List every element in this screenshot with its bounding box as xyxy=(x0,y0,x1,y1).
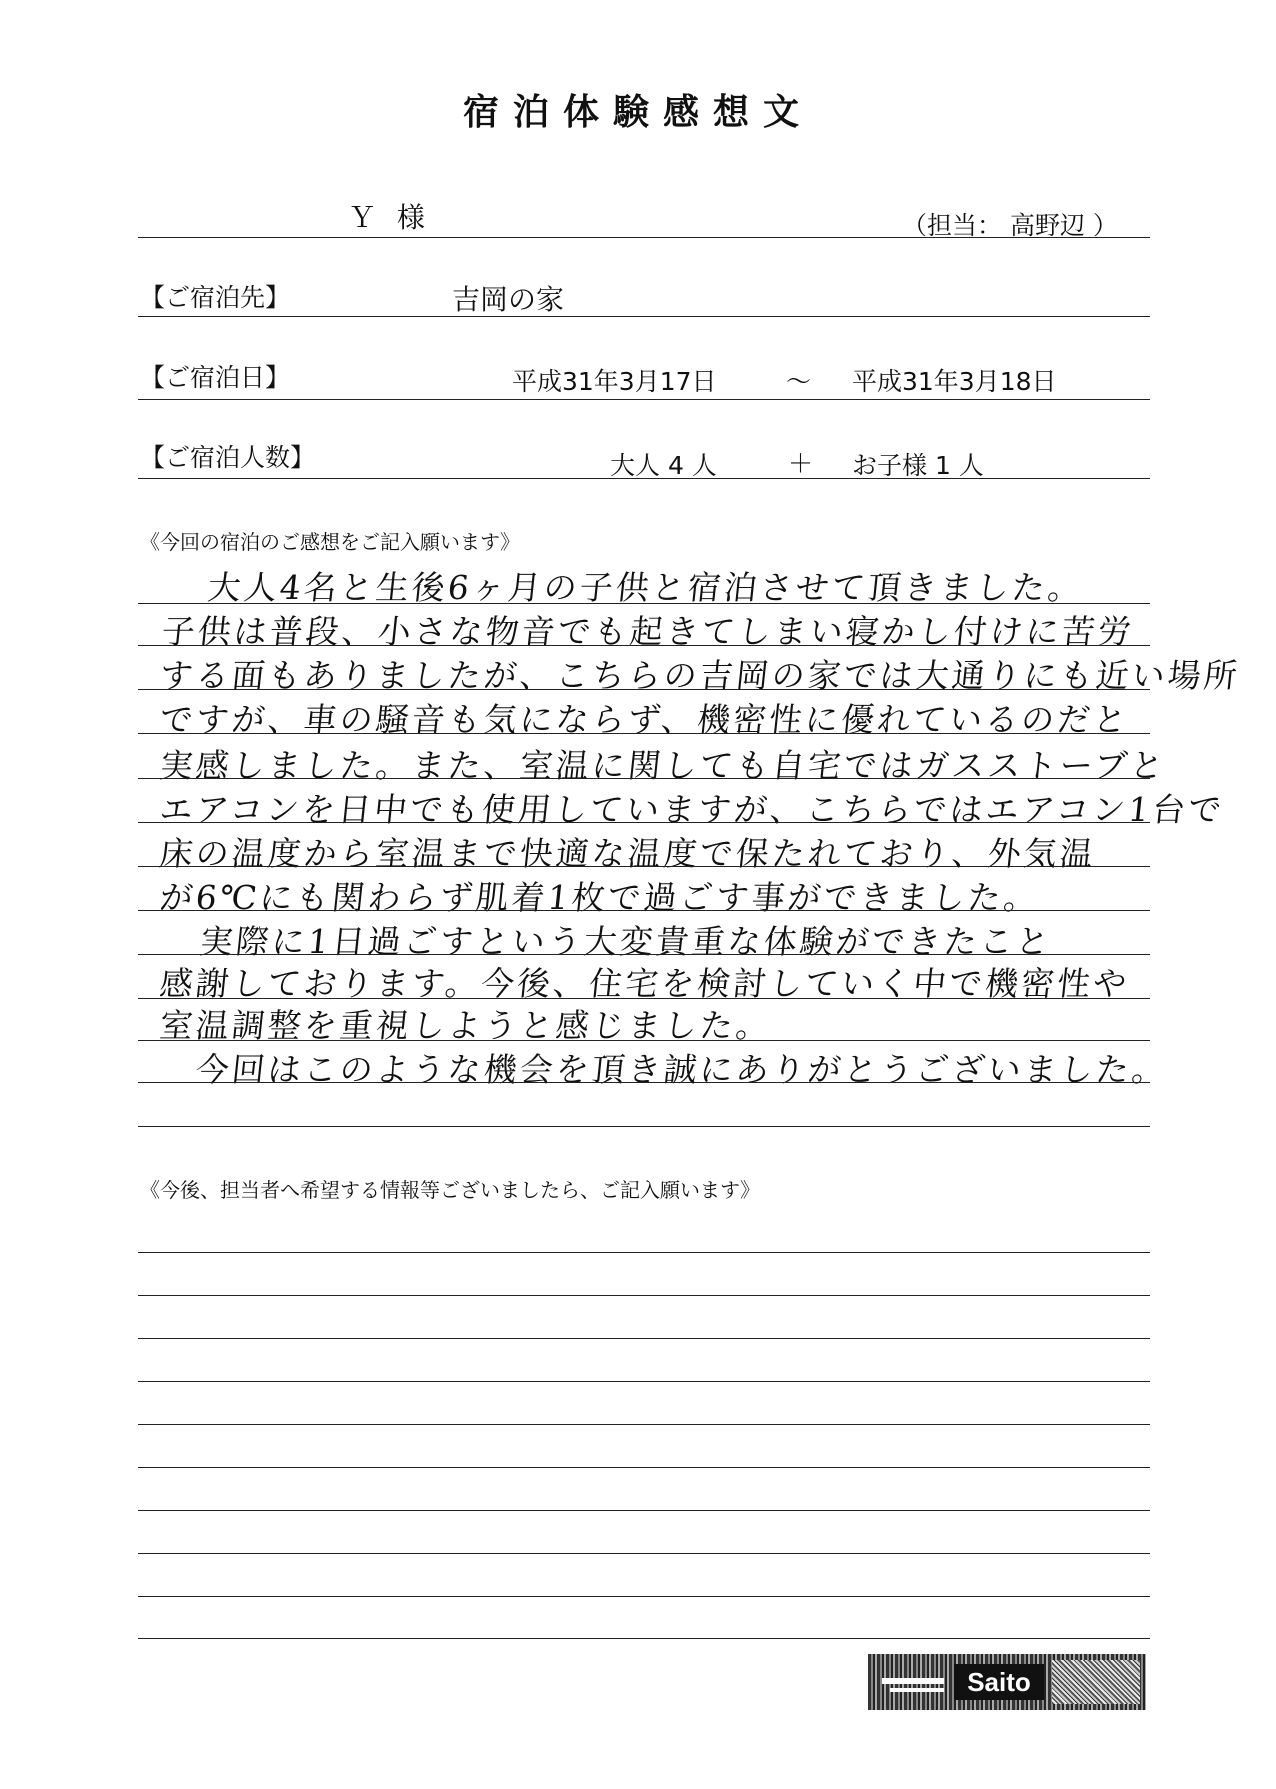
guests-label: 【ご宿泊人数】 xyxy=(140,443,316,472)
impressions-line: 室温調整を重視しようと感じました。 xyxy=(157,1006,774,1045)
impressions-line: 実際に1日過ごすという大変貴重な体験ができたこと xyxy=(197,922,1054,961)
stay-date-label: 【ご宿泊日】 xyxy=(140,363,291,392)
date-from: 平成31年3月17日 xyxy=(512,367,717,396)
stay-place-value: 吉岡の家 xyxy=(452,283,565,316)
requests-rule xyxy=(138,1596,1150,1597)
impressions-rule xyxy=(138,733,1150,734)
children-count: お子様 1 人 xyxy=(852,451,984,480)
date-separator: ～ xyxy=(786,367,812,396)
impressions-rule xyxy=(138,1082,1150,1083)
impressions-line: 子供は普段、小さな物音でも起きてしまい寝かし付けに苦労 xyxy=(159,612,1136,651)
requests-rule xyxy=(138,1381,1150,1382)
impressions-rule xyxy=(138,954,1150,955)
requests-rule xyxy=(138,1252,1150,1253)
logo-text: Saito xyxy=(954,1664,1044,1700)
plus-sign: ＋ xyxy=(788,449,814,478)
impressions-rule xyxy=(138,998,1150,999)
requests-heading: 《今後、担当者へ希望する情報等ございましたら、ご記入願います》 xyxy=(140,1178,760,1202)
impressions-line: する面もありましたが、こちらの吉岡の家では大通りにも近い場所 xyxy=(157,656,1242,695)
guest-row-rule xyxy=(138,237,1150,238)
guests-rule xyxy=(138,478,1150,479)
impressions-line: が6℃にも関わらず肌着1枚で過ごす事ができました。 xyxy=(157,878,1042,917)
impressions-rule xyxy=(138,603,1150,604)
logo-stripe-icon xyxy=(882,1678,944,1684)
impressions-heading: 《今回の宿泊のご感想をご記入願います》 xyxy=(140,530,520,554)
requests-rule xyxy=(138,1638,1150,1639)
requests-rule xyxy=(138,1553,1150,1554)
impressions-line: 感謝しております。今後、住宅を検討していく中で機密性や xyxy=(157,964,1132,1003)
staff-name: （担当： 高野辺 ） xyxy=(902,211,1118,240)
logo-stripe-icon xyxy=(890,1688,944,1692)
requests-rule xyxy=(138,1424,1150,1425)
impressions-rule xyxy=(138,1040,1150,1041)
requests-rule xyxy=(138,1338,1150,1339)
impressions-rule xyxy=(138,645,1150,646)
impressions-rule xyxy=(138,910,1150,911)
impressions-line: ですが、車の騒音も気にならず、機密性に優れているのだと xyxy=(157,700,1132,739)
impressions-rule xyxy=(138,689,1150,690)
impressions-line: 大人4名と生後6ヶ月の子供と宿泊させて頂きました。 xyxy=(205,568,1086,607)
guest-name: Ｙ 様 xyxy=(348,201,431,234)
impressions-line: 実感しました。また、室温に関しても自宅ではガスストーブと xyxy=(157,746,1169,785)
company-logo xyxy=(868,1654,1146,1710)
impressions-rule xyxy=(138,778,1150,779)
impressions-rule xyxy=(138,866,1150,867)
stay-place-label: 【ご宿泊先】 xyxy=(140,283,291,312)
requests-rule xyxy=(138,1295,1150,1296)
impressions-line: 床の温度から室温まで快適な温度で保たれており、外気温 xyxy=(157,834,1098,873)
document-title: 宿泊体験感想文 xyxy=(462,92,813,133)
adults-count: 大人 4 人 xyxy=(610,451,717,480)
date-to: 平成31年3月18日 xyxy=(852,367,1057,396)
requests-rule xyxy=(138,1467,1150,1468)
logo-pattern-icon xyxy=(1052,1660,1140,1704)
impressions-line: 今回はこのような機会を頂き誠にありがとうございました。 xyxy=(193,1050,1170,1089)
requests-rule xyxy=(138,1510,1150,1511)
impressions-rule xyxy=(138,1126,1150,1127)
impressions-rule xyxy=(138,822,1150,823)
stay-place-rule xyxy=(138,316,1150,317)
stay-date-rule xyxy=(138,399,1150,400)
impressions-line: エアコンを日中でも使用していますが、こちらではエアコン1台で xyxy=(157,790,1227,829)
